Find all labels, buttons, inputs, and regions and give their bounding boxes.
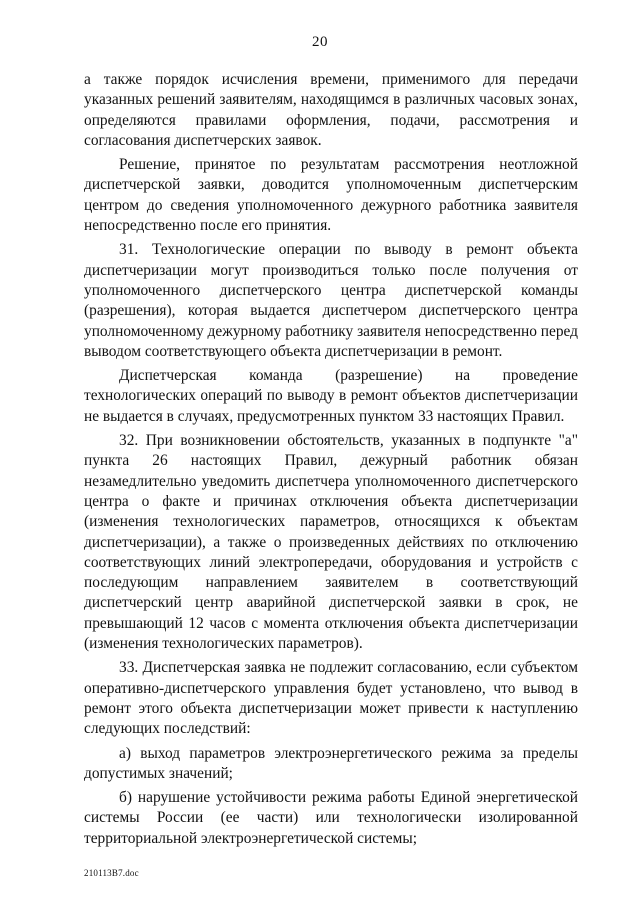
paragraph-item-31: 31. Технологические операции по выводу в ремонт объекта диспетчеризации могут производиться только после получения от уполномоченного диспетчерского центра диспетчерской команды (разрешения), которая выдается диспетчером диспетчерского центра уполномоченному дежурному работнику заявителя непосредственно перед выводом соответствующего объекта диспетчеризации в ремонт. (84, 241, 578, 360)
document-body (84, 70, 578, 849)
paragraph-urgent-decision: Решение, принятое по результатам рассмотрения неотложной диспетчерской заявки, доводится уполномоченным диспетчерским центром до сведения уполномоченного дежурного работника заявителя непосредственно после его принятия. (84, 156, 578, 235)
paragraph-item-32: 32. При возникновении обстоятельств, указанных в подпункте "а" пункта 26 настоящих Правил, дежурный работник обязан незамедлительно уведомить диспетчера уполномоченного диспетчерского центра о факте и причинах отключения объекта диспетчеризации (изменения технологических параметров, относящихся к объектам диспетчеризации), а также о произведенных действиях по отключению соответствующих линий электропередачи, оборудования и устройств с последующим направлением заявителем в соответствующий диспетчерский центр аварийной диспетчерской заявки в срок, не превышающий 12 часов с момента отключения объекта диспетчеризации (изменения технологических параметров). (84, 432, 578, 653)
page-number: 20 (312, 34, 328, 50)
paragraph-item-33: 33. Диспетчерская заявка не подлежит согласованию, если субъектом оперативно-диспетчерского управления будет установлено, что вывод в ремонт этого объекта диспетчеризации может привести к наступлению следующих последствий: (84, 659, 578, 738)
footer-file-code: 210113B7.doc (84, 868, 139, 878)
paragraph-item-33-a: а) выход параметров электроэнергетического режима за пределы допустимых значений; (84, 744, 578, 782)
paragraph-item-33-b: б) нарушение устойчивости режима работы Единой энергетической системы России (ее части) или технологически изолированной территориальной электроэнергетической системы; (84, 789, 578, 847)
paragraph-time-zones: а также порядок исчисления времени, применимого для передачи указанных решений заявителям, находящимся в различных часовых зонах, определяются правилами оформления, подачи, рассмотрения и согласования диспетчерских заявок. (84, 71, 578, 149)
paragraph-dispatch-command: Диспетчерская команда (разрешение) на проведение технологических операций по выводу в ремонт объектов диспетчеризации не выдается в случаях, предусмотренных пунктом 33 настоящих Правил. (84, 367, 578, 425)
